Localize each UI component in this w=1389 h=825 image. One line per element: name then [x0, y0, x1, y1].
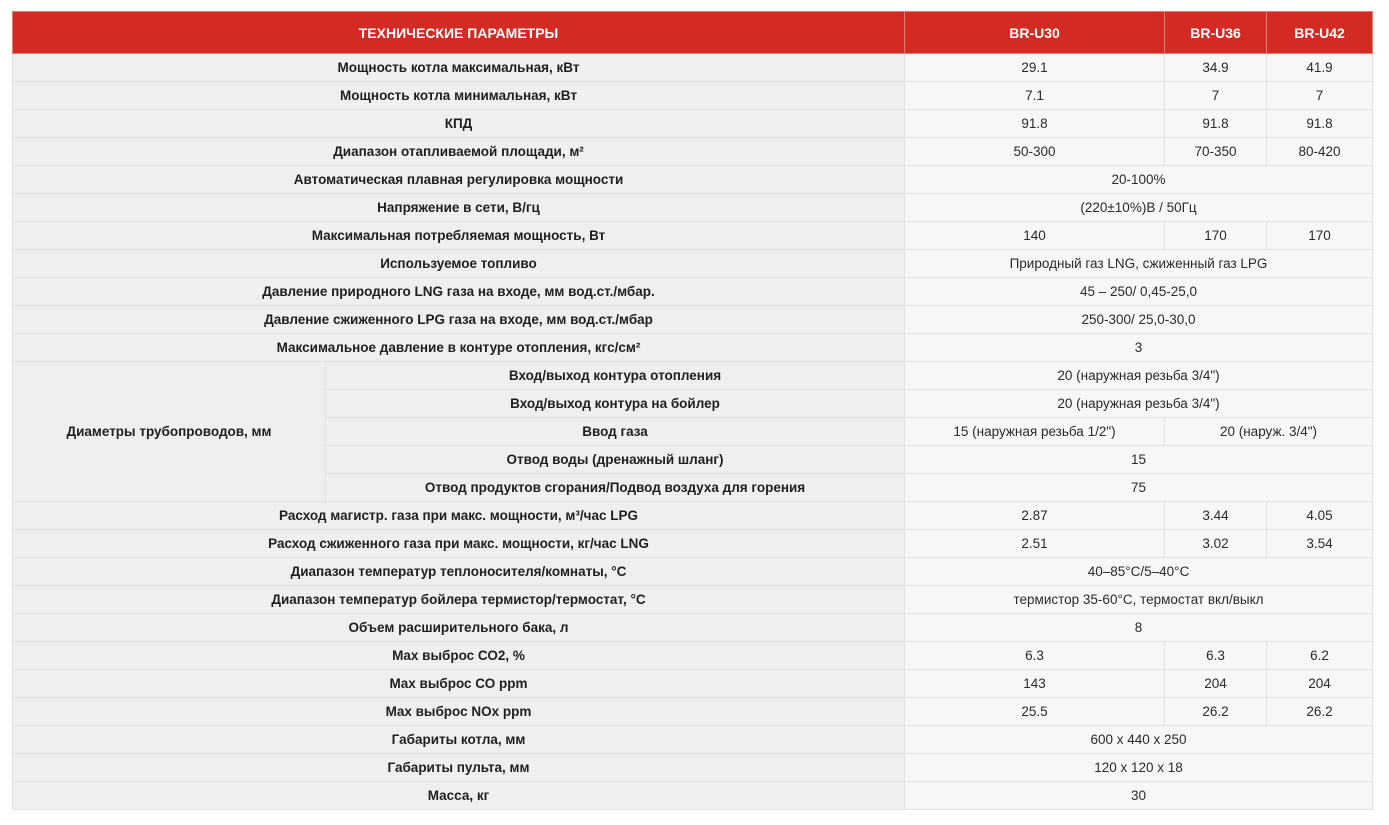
param-label: Объем расширительного бака, л — [13, 614, 905, 642]
table-row — [13, 698, 1373, 726]
table-row — [13, 82, 1373, 110]
param-label: Расход магистр. газа при макс. мощности, м³/час LPG — [13, 502, 905, 530]
table-row — [13, 782, 1373, 810]
value-cell: 3.44 — [1165, 502, 1267, 530]
header-model-br-u36: BR-U36 — [1165, 12, 1267, 54]
value-cell: 41.9 — [1267, 54, 1373, 82]
table-row — [13, 138, 1373, 166]
value-cell: 50-300 — [905, 138, 1165, 166]
pipes-group-label: Диаметры трубопроводов, мм — [13, 362, 326, 502]
value-cell: (220±10%)В / 50Гц — [905, 194, 1373, 222]
value-cell: 8 — [905, 614, 1373, 642]
value-cell: 91.8 — [1267, 110, 1373, 138]
table-row — [13, 194, 1373, 222]
param-label: Диапазон температур теплоносителя/комнаты, °С — [13, 558, 905, 586]
table-row — [13, 166, 1373, 194]
value-cell: 6.3 — [905, 642, 1165, 670]
value-cell: 120 х 120 х 18 — [905, 754, 1373, 782]
param-label: Напряжение в сети, В/гц — [13, 194, 905, 222]
value-cell: 20-100% — [905, 166, 1373, 194]
header-model-br-u42: BR-U42 — [1267, 12, 1373, 54]
param-label: Давление природного LNG газа на входе, мм вод.ст./мбар. — [13, 278, 905, 306]
value-cell: 29.1 — [905, 54, 1165, 82]
table-row — [13, 278, 1373, 306]
spec-table — [12, 11, 1373, 810]
table-row — [13, 726, 1373, 754]
value-cell: 45 – 250/ 0,45-25,0 — [905, 278, 1373, 306]
value-cell: 20 (наружная резьба 3/4") — [905, 390, 1373, 418]
param-label: Используемое топливо — [13, 250, 905, 278]
param-label: Расход сжиженного газа при макс. мощности, кг/час LNG — [13, 530, 905, 558]
value-cell: термистор 35-60°С, термостат вкл/выкл — [905, 586, 1373, 614]
param-label: Давление сжиженного LPG газа на входе, мм вод.ст./мбар — [13, 306, 905, 334]
header-row — [13, 12, 1373, 54]
value-cell: 34.9 — [1165, 54, 1267, 82]
param-label: Отвод продуктов сгорания/Подвод воздуха для горения — [326, 474, 905, 502]
param-label: Ввод газа — [326, 418, 905, 446]
table-row — [13, 334, 1373, 362]
value-cell: 70-350 — [1165, 138, 1267, 166]
value-cell: 2.87 — [905, 502, 1165, 530]
param-label: Диапазон отапливаемой площади, м² — [13, 138, 905, 166]
value-cell: 204 — [1165, 670, 1267, 698]
value-cell: Природный газ LNG, сжиженный газ LPG — [905, 250, 1373, 278]
value-cell: 140 — [905, 222, 1165, 250]
value-cell: 3 — [905, 334, 1373, 362]
value-cell: 250-300/ 25,0-30,0 — [905, 306, 1373, 334]
table-row — [13, 222, 1373, 250]
table-row — [13, 614, 1373, 642]
table-row — [13, 54, 1373, 82]
param-label: Автоматическая плавная регулировка мощности — [13, 166, 905, 194]
param-label: Диапазон температур бойлера термистор/термостат, °С — [13, 586, 905, 614]
param-label: Габариты пульта, мм — [13, 754, 905, 782]
value-cell: 30 — [905, 782, 1373, 810]
value-cell: 26.2 — [1165, 698, 1267, 726]
value-cell: 600 х 440 х 250 — [905, 726, 1373, 754]
value-cell: 6.3 — [1165, 642, 1267, 670]
table-row — [13, 362, 1373, 390]
table-row — [13, 586, 1373, 614]
value-cell: 20 (наружная резьба 3/4") — [905, 362, 1373, 390]
param-label: Вход/выход контура отопления — [326, 362, 905, 390]
value-cell: 91.8 — [1165, 110, 1267, 138]
param-label: КПД — [13, 110, 905, 138]
value-cell: 204 — [1267, 670, 1373, 698]
param-label: Максимальная потребляемая мощность, Вт — [13, 222, 905, 250]
param-label: Максимальное давление в контуре отопления, кгс/см² — [13, 334, 905, 362]
value-cell: 4.05 — [1267, 502, 1373, 530]
table-row — [13, 754, 1373, 782]
value-cell: 170 — [1165, 222, 1267, 250]
value-cell: 25.5 — [905, 698, 1165, 726]
header-model-br-u30: BR-U30 — [905, 12, 1165, 54]
table-row — [13, 558, 1373, 586]
table-row — [13, 250, 1373, 278]
value-cell: 2.51 — [905, 530, 1165, 558]
header-params: ТЕХНИЧЕСКИЕ ПАРАМЕТРЫ — [13, 12, 905, 54]
value-cell: 170 — [1267, 222, 1373, 250]
param-label: Max выброс NOx ppm — [13, 698, 905, 726]
table-row — [13, 642, 1373, 670]
param-label: Max выброс СО2, % — [13, 642, 905, 670]
value-cell: 6.2 — [1267, 642, 1373, 670]
value-cell: 3.54 — [1267, 530, 1373, 558]
param-label: Вход/выход контура на бойлер — [326, 390, 905, 418]
table-row — [13, 306, 1373, 334]
value-cell: 7 — [1267, 82, 1373, 110]
value-cell: 91.8 — [905, 110, 1165, 138]
param-label: Отвод воды (дренажный шланг) — [326, 446, 905, 474]
param-label: Max выброс СО ppm — [13, 670, 905, 698]
value-cell: 26.2 — [1267, 698, 1373, 726]
param-label: Мощность котла максимальная, кВт — [13, 54, 905, 82]
value-cell: 143 — [905, 670, 1165, 698]
value-cell: 75 — [905, 474, 1373, 502]
value-cell: 40–85°С/5–40°С — [905, 558, 1373, 586]
value-cell: 7 — [1165, 82, 1267, 110]
param-label: Габариты котла, мм — [13, 726, 905, 754]
value-cell: 7.1 — [905, 82, 1165, 110]
value-cell: 15 (наружная резьба 1/2") — [905, 418, 1165, 446]
value-cell: 20 (наруж. 3/4") — [1165, 418, 1373, 446]
param-label: Мощность котла минимальная, кВт — [13, 82, 905, 110]
table-row — [13, 670, 1373, 698]
table-row — [13, 502, 1373, 530]
param-label: Масса, кг — [13, 782, 905, 810]
value-cell: 3.02 — [1165, 530, 1267, 558]
value-cell: 80-420 — [1267, 138, 1373, 166]
table-row — [13, 530, 1373, 558]
table-row — [13, 110, 1373, 138]
value-cell: 15 — [905, 446, 1373, 474]
